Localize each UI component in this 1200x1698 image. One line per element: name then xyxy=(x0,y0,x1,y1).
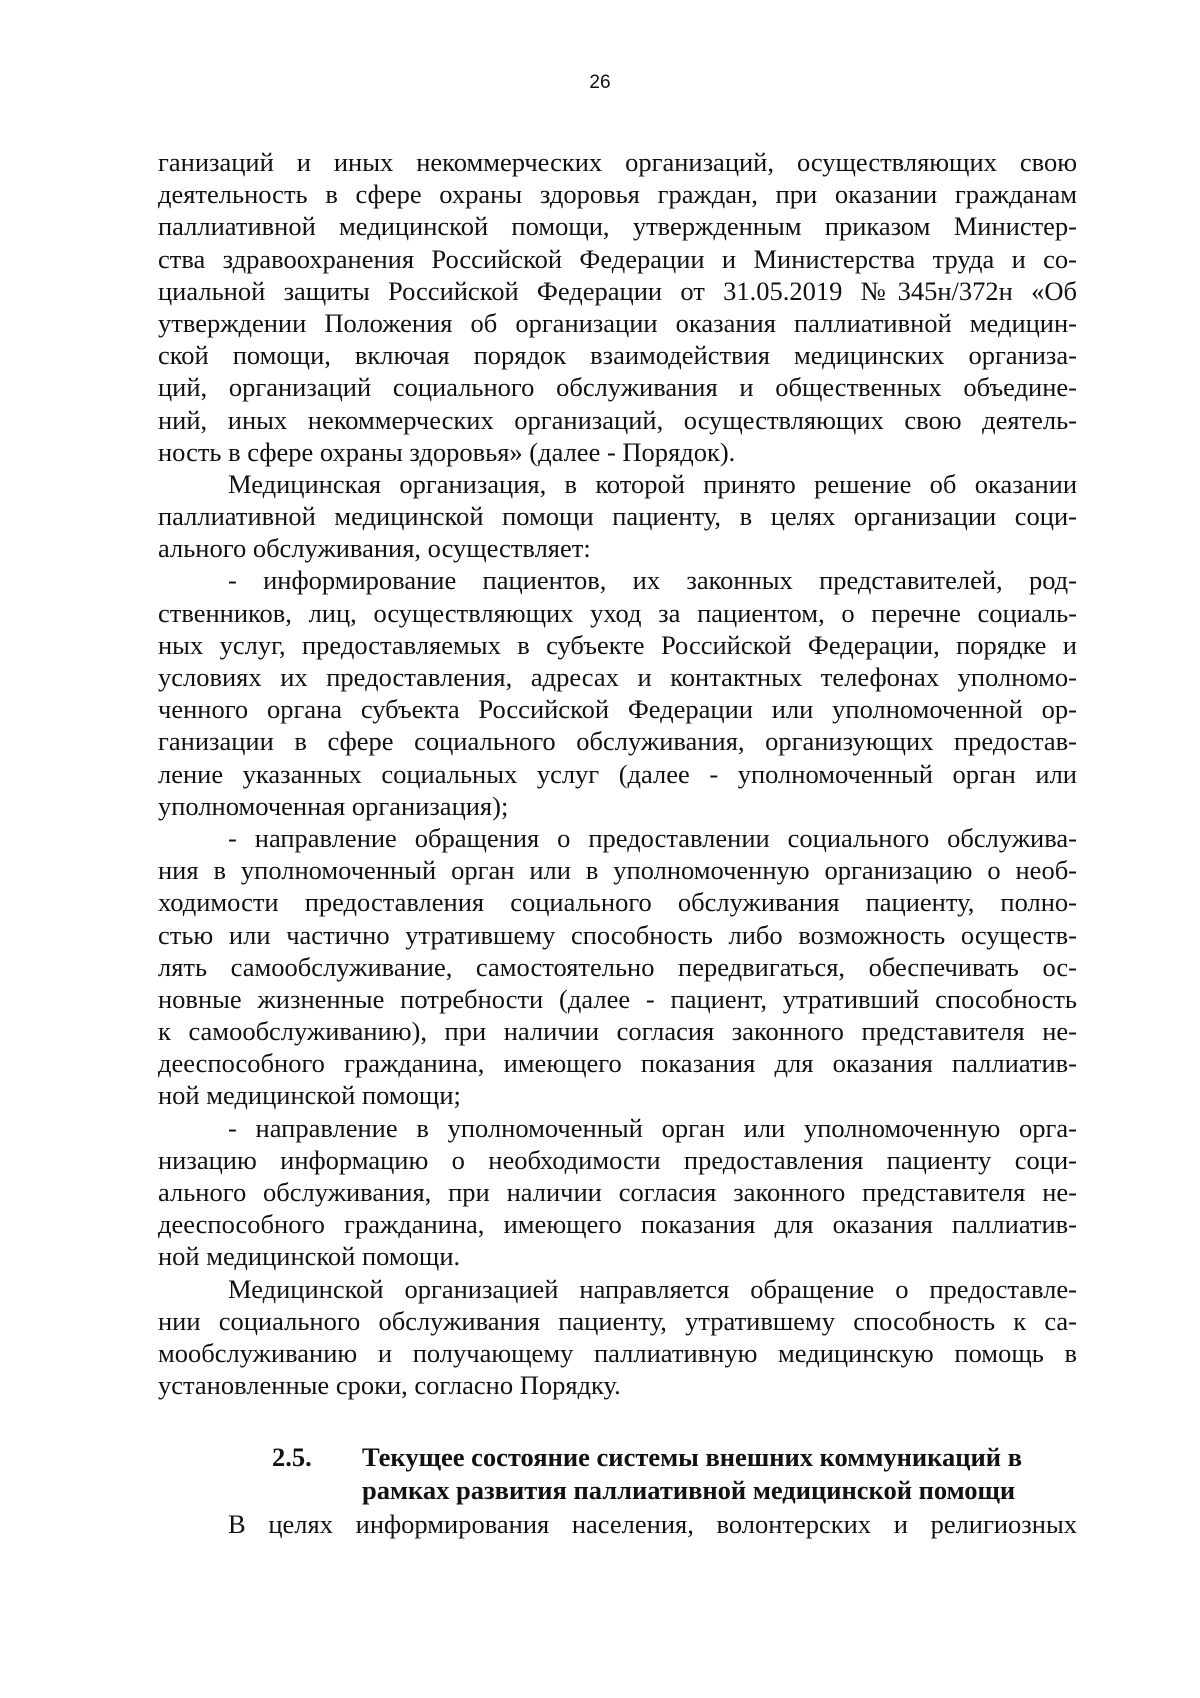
section-title-line-2: рамках развития паллиативной медицинской помощи xyxy=(362,1475,1016,1505)
text-line: ходимости предоставления социального обслуживания пациенту, полно- xyxy=(158,887,1077,918)
text-line: ных услуг, предоставляемых в субъекте Российской Федерации, порядке и xyxy=(158,629,1077,660)
text-line: дееспособного гражданина, имеющего показания для оказания паллиатив- xyxy=(158,1209,1077,1240)
text-line: - информирование пациентов, их законных представителей, род- xyxy=(228,565,1077,596)
text-line: ганизаций и иных некоммерческих организаций, осуществляющих свою xyxy=(158,147,1077,177)
text-line: В целях информирования населения, волонтерских и религиозных xyxy=(228,1509,1077,1539)
paragraph xyxy=(158,1112,1077,1273)
text-line: утверждении Положения об организации оказания паллиативной медицин- xyxy=(158,307,1077,338)
text-line: условиях их предоставления, адресах и контактных телефонах уполномо- xyxy=(158,662,1077,692)
text-line: ального обслуживания, осуществляет: xyxy=(158,533,591,564)
paragraph xyxy=(158,564,1077,822)
paragraph xyxy=(158,468,1077,565)
body-text xyxy=(158,146,1077,1401)
text-line: - направление обращения о предоставлении социального обслужива- xyxy=(228,822,1077,853)
text-line: к самообслуживанию), при наличии согласия законного представителя не- xyxy=(158,1016,1077,1047)
text-line: низацию информацию о необходимости предоставления пациенту соци- xyxy=(158,1144,1077,1175)
section-number: 2.5. xyxy=(272,1442,312,1472)
text-line: лять самообслуживание, самостоятельно передвигаться, обеспечивать ос- xyxy=(158,951,1077,982)
text-line: новные жизненные потребности (далее - пациент, утративший способность xyxy=(158,983,1077,1014)
text-line: установленные сроки, согласно Порядку. xyxy=(158,1370,621,1401)
text-line: ной медицинской помощи. xyxy=(158,1241,461,1272)
text-line: ственников, лиц, осуществляющих уход за пациентом, о перечне социаль- xyxy=(158,597,1077,628)
section-title-line-1: Текущее состояние системы внешних коммуникаций в xyxy=(362,1442,1023,1472)
text-line: дееспособного гражданина, имеющего показания для оказания паллиатив- xyxy=(158,1048,1077,1079)
page-number: 26 xyxy=(589,72,611,93)
text-line: ства здравоохранения Российской Федерации и Министерства труда и со- xyxy=(158,243,1077,274)
text-line: ность в сфере охраны здоровья» (далее - Порядок). xyxy=(158,436,736,467)
text-line: паллиативной медицинской помощи пациенту, в целях организации соци- xyxy=(158,501,1077,532)
text-line: Медицинская организация, в которой принято решение об оказании xyxy=(228,468,1077,499)
paragraph xyxy=(158,822,1077,1112)
paragraph xyxy=(158,146,1077,468)
text-line: ченного органа субъекта Российской Федерации или уполномоченной ор- xyxy=(158,694,1077,725)
paragraph xyxy=(158,1273,1077,1402)
section-heading xyxy=(272,1441,1092,1507)
text-line: деятельность в сфере охраны здоровья граждан, при оказании гражданам xyxy=(158,179,1077,210)
text-line: уполномоченная организация); xyxy=(158,790,509,821)
final-paragraph xyxy=(158,1508,1077,1540)
text-line: ального обслуживания, при наличии согласия законного представителя не- xyxy=(158,1177,1077,1207)
text-line: ний, иных некоммерческих организаций, осуществляющих свою деятель- xyxy=(158,404,1077,435)
text-line: стью или частично утратившему способность либо возможность осуществ- xyxy=(158,919,1077,950)
text-line: - направление в уполномоченный орган или уполномоченную орга- xyxy=(228,1112,1077,1143)
text-line: нии социального обслуживания пациенту, утратившему способность к са- xyxy=(158,1305,1077,1336)
text-line: ной медицинской помощи; xyxy=(158,1080,461,1111)
text-line: ций, организаций социального обслуживания и общественных объедине- xyxy=(158,372,1077,403)
text-line: паллиативной медицинской помощи, утвержденным приказом Министер- xyxy=(158,211,1077,242)
text-line: циальной защиты Российской Федерации от 31.05.2019 №345н/372н «Об xyxy=(158,275,1077,306)
text-line: ление указанных социальных услуг (далее - уполномоченный орган или xyxy=(158,758,1077,789)
text-line: Медицинской организацией направляется обращение о предоставле- xyxy=(228,1273,1077,1304)
text-line: ской помощи, включая порядок взаимодействия медицинских организа- xyxy=(158,340,1077,371)
text-line: ния в уполномоченный орган или в уполномоченную организацию о необ- xyxy=(158,855,1077,886)
text-line: ганизации в сфере социального обслуживания, организующих предостав- xyxy=(158,726,1077,757)
text-line: мообслуживанию и получающему паллиативную медицинскую помощь в xyxy=(158,1337,1077,1368)
